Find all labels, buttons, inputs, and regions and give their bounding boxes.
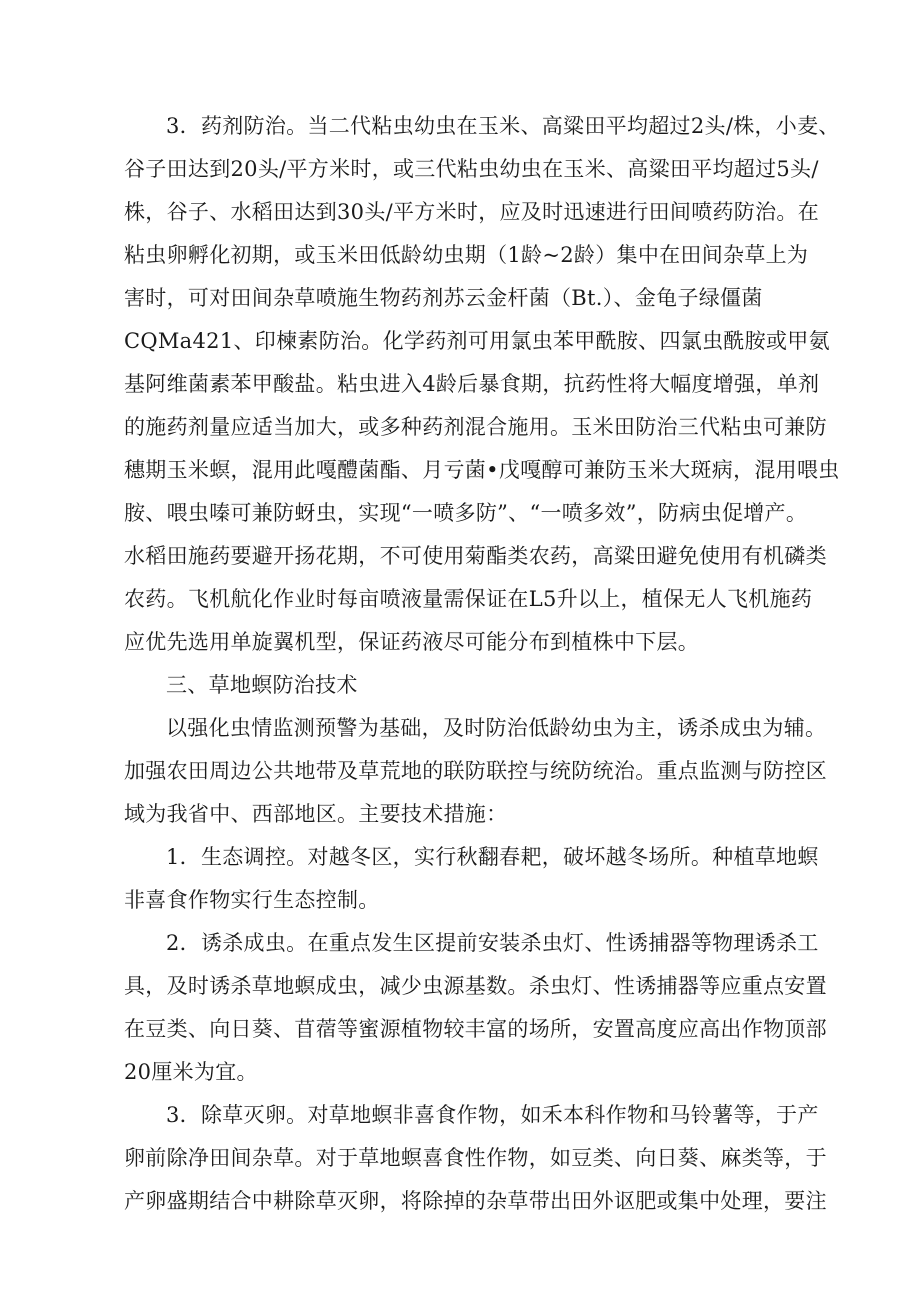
- paragraph-line: 具，及时诱杀草地螟成虫，减少虫源基数。杀虫灯、性诱捕器等应重点安置: [124, 974, 827, 998]
- paragraph-line: 2．诱杀成虫。在重点发生区提前安装杀虫灯、性诱捕器等物理诱杀工: [166, 931, 819, 955]
- paragraph-line: 谷子田达到20头/平方米时，或三代粘虫幼虫在玉米、高粱田平均超过5头/: [124, 157, 819, 181]
- paragraph-line: 在豆类、向日葵、苜蓿等蜜源植物较丰富的场所，安置高度应高出作物顶部: [124, 1017, 827, 1041]
- paragraph-line: 3．除草灭卵。对草地螟非喜食作物，如禾本科作物和马铃薯等，于产: [166, 1103, 819, 1127]
- paragraph-line: 20厘米为宜。: [124, 1060, 258, 1084]
- paragraph-line: 产卵盛期结合中耕除草灭卵，将除掉的杂草带出田外讴肥或集中处理，要注: [124, 1189, 827, 1213]
- paragraph-line: 域为我省中、西部地区。主要技术措施：: [124, 802, 508, 826]
- paragraph-line: 卵前除净田间杂草。对于草地螟喜食性作物，如豆类、向日葵、麻类等，于: [124, 1146, 827, 1170]
- paragraph-line: 粘虫卵孵化初期，或玉米田低龄幼虫期（1龄~2龄）集中在田间杂草上为: [124, 243, 809, 267]
- paragraph-line: 应优先选用单旋翼机型，保证药液尽可能分布到植株中下层。: [124, 630, 700, 654]
- paragraph-line: 农药。飞机航化作业时每亩喷液量需保证在L5升以上，植保无人飞机施药: [124, 587, 813, 611]
- paragraph-line: 的施药剂量应适当加大，或多种药剂混合施用。玉米田防治三代粘虫可兼防: [124, 415, 827, 439]
- paragraph-line: 以强化虫情监测预警为基础，及时防治低龄幼虫为主，诱杀成虫为辅。: [166, 716, 827, 740]
- paragraph-line: 1．生态调控。对越冬区，实行秋翻春耙，破坏越冬场所。种植草地螟: [166, 845, 819, 869]
- paragraph-line: 3．药剂防治。当二代粘虫幼虫在玉米、高粱田平均超过2头/株，小麦、: [166, 114, 840, 138]
- paragraph-line: CQMa421、印楝素防治。化学药剂可用氯虫苯甲酰胺、四氯虫酰胺或甲氨: [124, 329, 830, 353]
- paragraph-line: 基阿维菌素苯甲酸盐。粘虫进入4龄后暴食期，抗药性将大幅度增强，单剂: [124, 372, 820, 396]
- paragraph-line: 非喜食作物实行生态控制。: [124, 888, 380, 912]
- paragraph-line: 害时，可对田间杂草喷施生物药剂苏云金杆菌（Bt.）、金龟子绿僵菌: [124, 286, 763, 310]
- paragraph-line: 水稻田施药要避开扬花期，不可使用菊酯类农药，高粱田避免使用有机磷类: [124, 544, 827, 568]
- paragraph-line: 株，谷子、水稻田达到30头/平方米时，应及时迅速进行田间喷药防治。在: [124, 200, 819, 224]
- paragraph-line: 加强农田周边公共地带及草荒地的联防联控与统防统治。重点监测与防控区: [124, 759, 827, 783]
- section-heading: 三、草地螟防治技术: [166, 673, 358, 697]
- paragraph-line: 胺、喂虫嗪可兼防蚜虫，实现“一喷多防”、“一喷多效”，防病虫促增产。: [124, 501, 808, 525]
- paragraph-line: 穗期玉米螟，混用此嘎醴菌酯、月亏菌•戊嘎醇可兼防玉米大斑病，混用喂虫: [124, 458, 840, 482]
